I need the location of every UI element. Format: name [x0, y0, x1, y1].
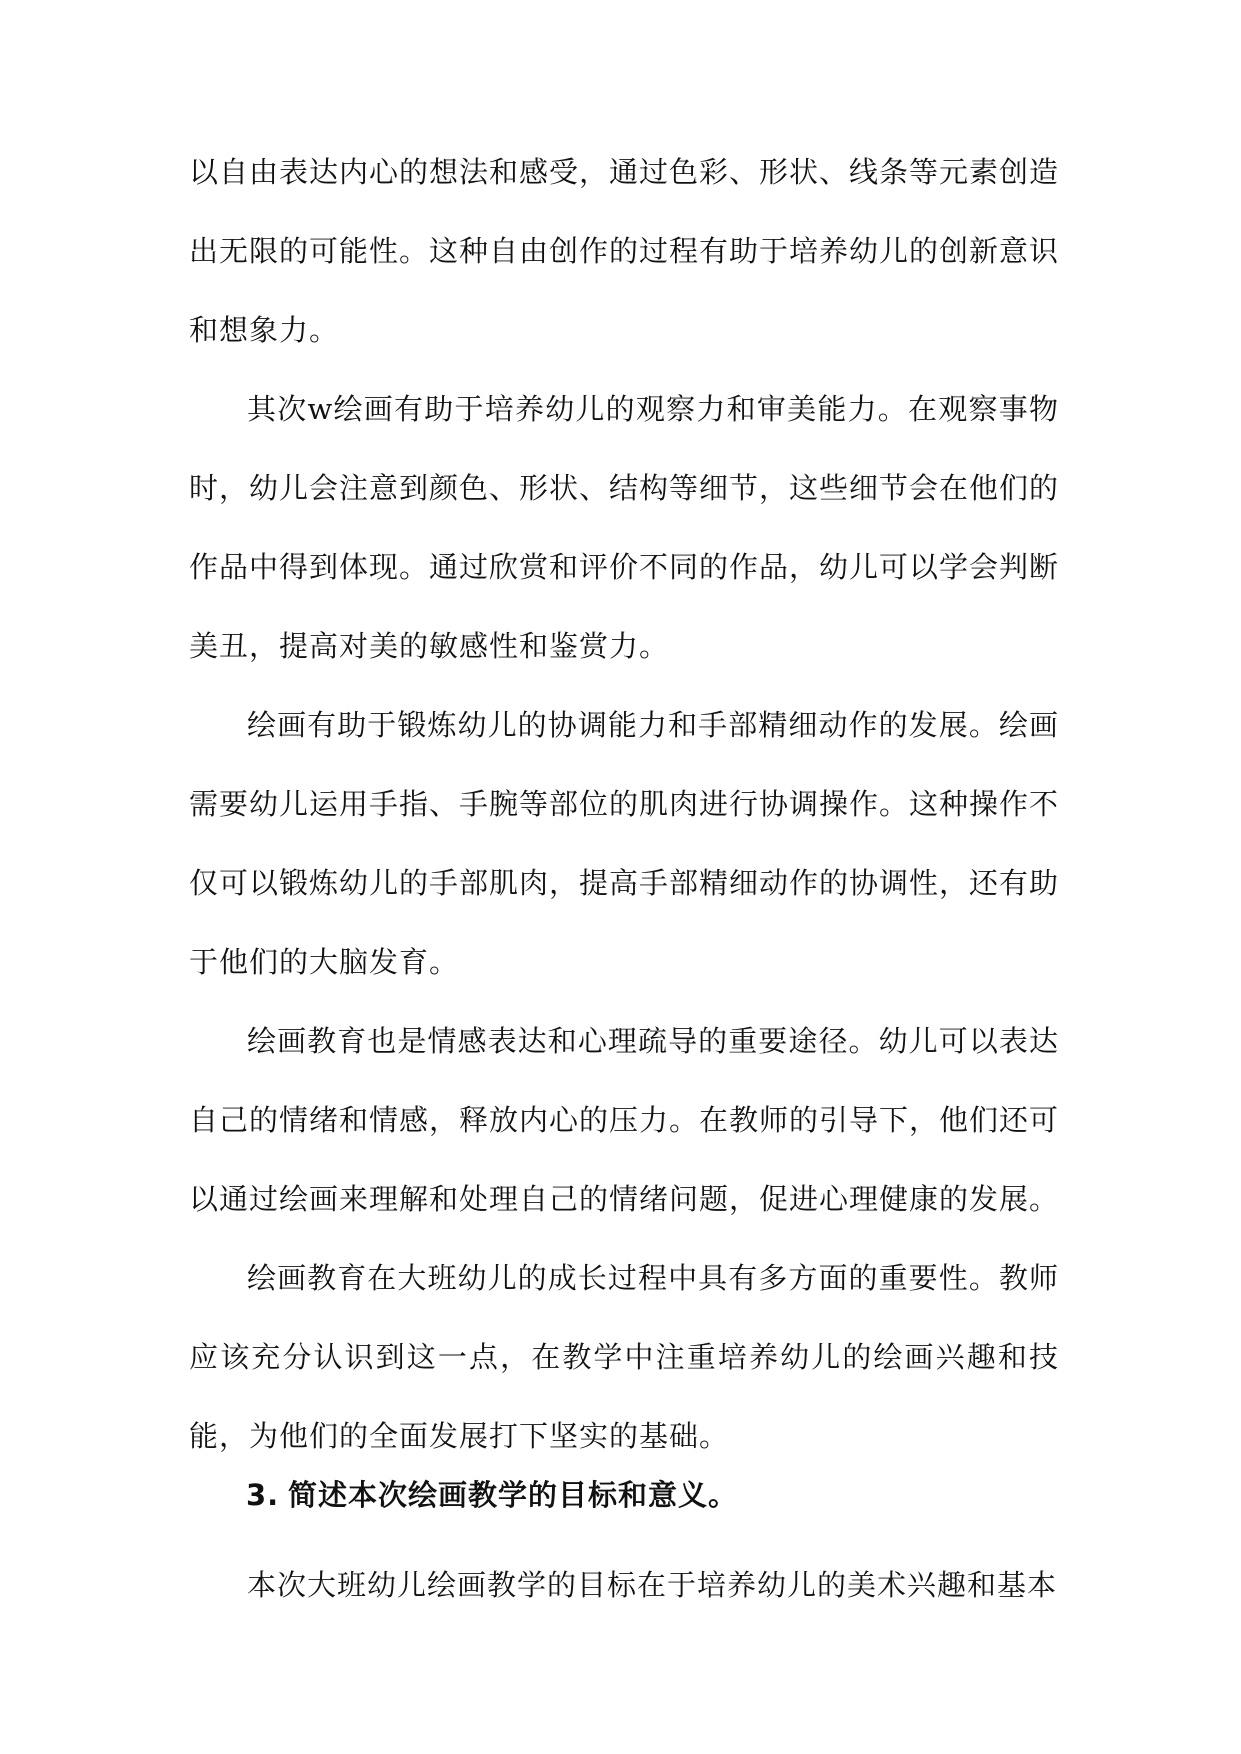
- paragraph-goal: 本次大班幼儿绘画教学的目标在于培养幼儿的美术兴趣和基本: [247, 1568, 1058, 1602]
- paragraph-emotion: 绘画教育也是情感表达和心理疏导的重要途径。幼儿可以表达自己的情绪和情感，释放内心的压力。在教师的引导下，他们还可以通过绘画来理解和处理自己的情绪问题，促进心理健康的发展。: [189, 1024, 1060, 1216]
- heading-text: 简述本次绘画教学的目标和意义。: [288, 1478, 739, 1512]
- body-text-continued: [189, 1546, 1059, 1625]
- paragraph-summary: 绘画教育在大班幼儿的成长过程中具有多方面的重要性。教师应该充分认识到这一点，在教学中注重培养幼儿的绘画兴趣和技能，为他们的全面发展打下坚实的基础。: [189, 1261, 1059, 1453]
- paragraph-observation: 其次w绘画有助于培养幼儿的观察力和审美能力。在观察事物时，幼儿会注意到颜色、形状、结构等细节，这些细节会在他们的作品中得到体现。通过欣赏和评价不同的作品，幼儿可以学会判断美丑，提高对美的敏感性和鉴赏力。: [189, 392, 1060, 663]
- body-text: [189, 133, 1059, 1476]
- section-heading: [246, 1465, 738, 1525]
- paragraph-coordination: 绘画有助于锻炼幼儿的协调能力和手部精细动作的发展。绘画需要幼儿运用手指、手腕等部位的肌肉进行协调操作。这种操作不仅可以锻炼幼儿的手部肌肉，提高手部精细动作的协调性，还有助于他们的大脑发育。: [189, 708, 1060, 979]
- heading-number: 3.: [246, 1478, 280, 1512]
- paragraph-continuation: 以自由表达内心的想法和感受，通过色彩、形状、线条等元素创造出无限的可能性。这种自由创作的过程有助于培养幼儿的创新意识和想象力。: [189, 155, 1060, 347]
